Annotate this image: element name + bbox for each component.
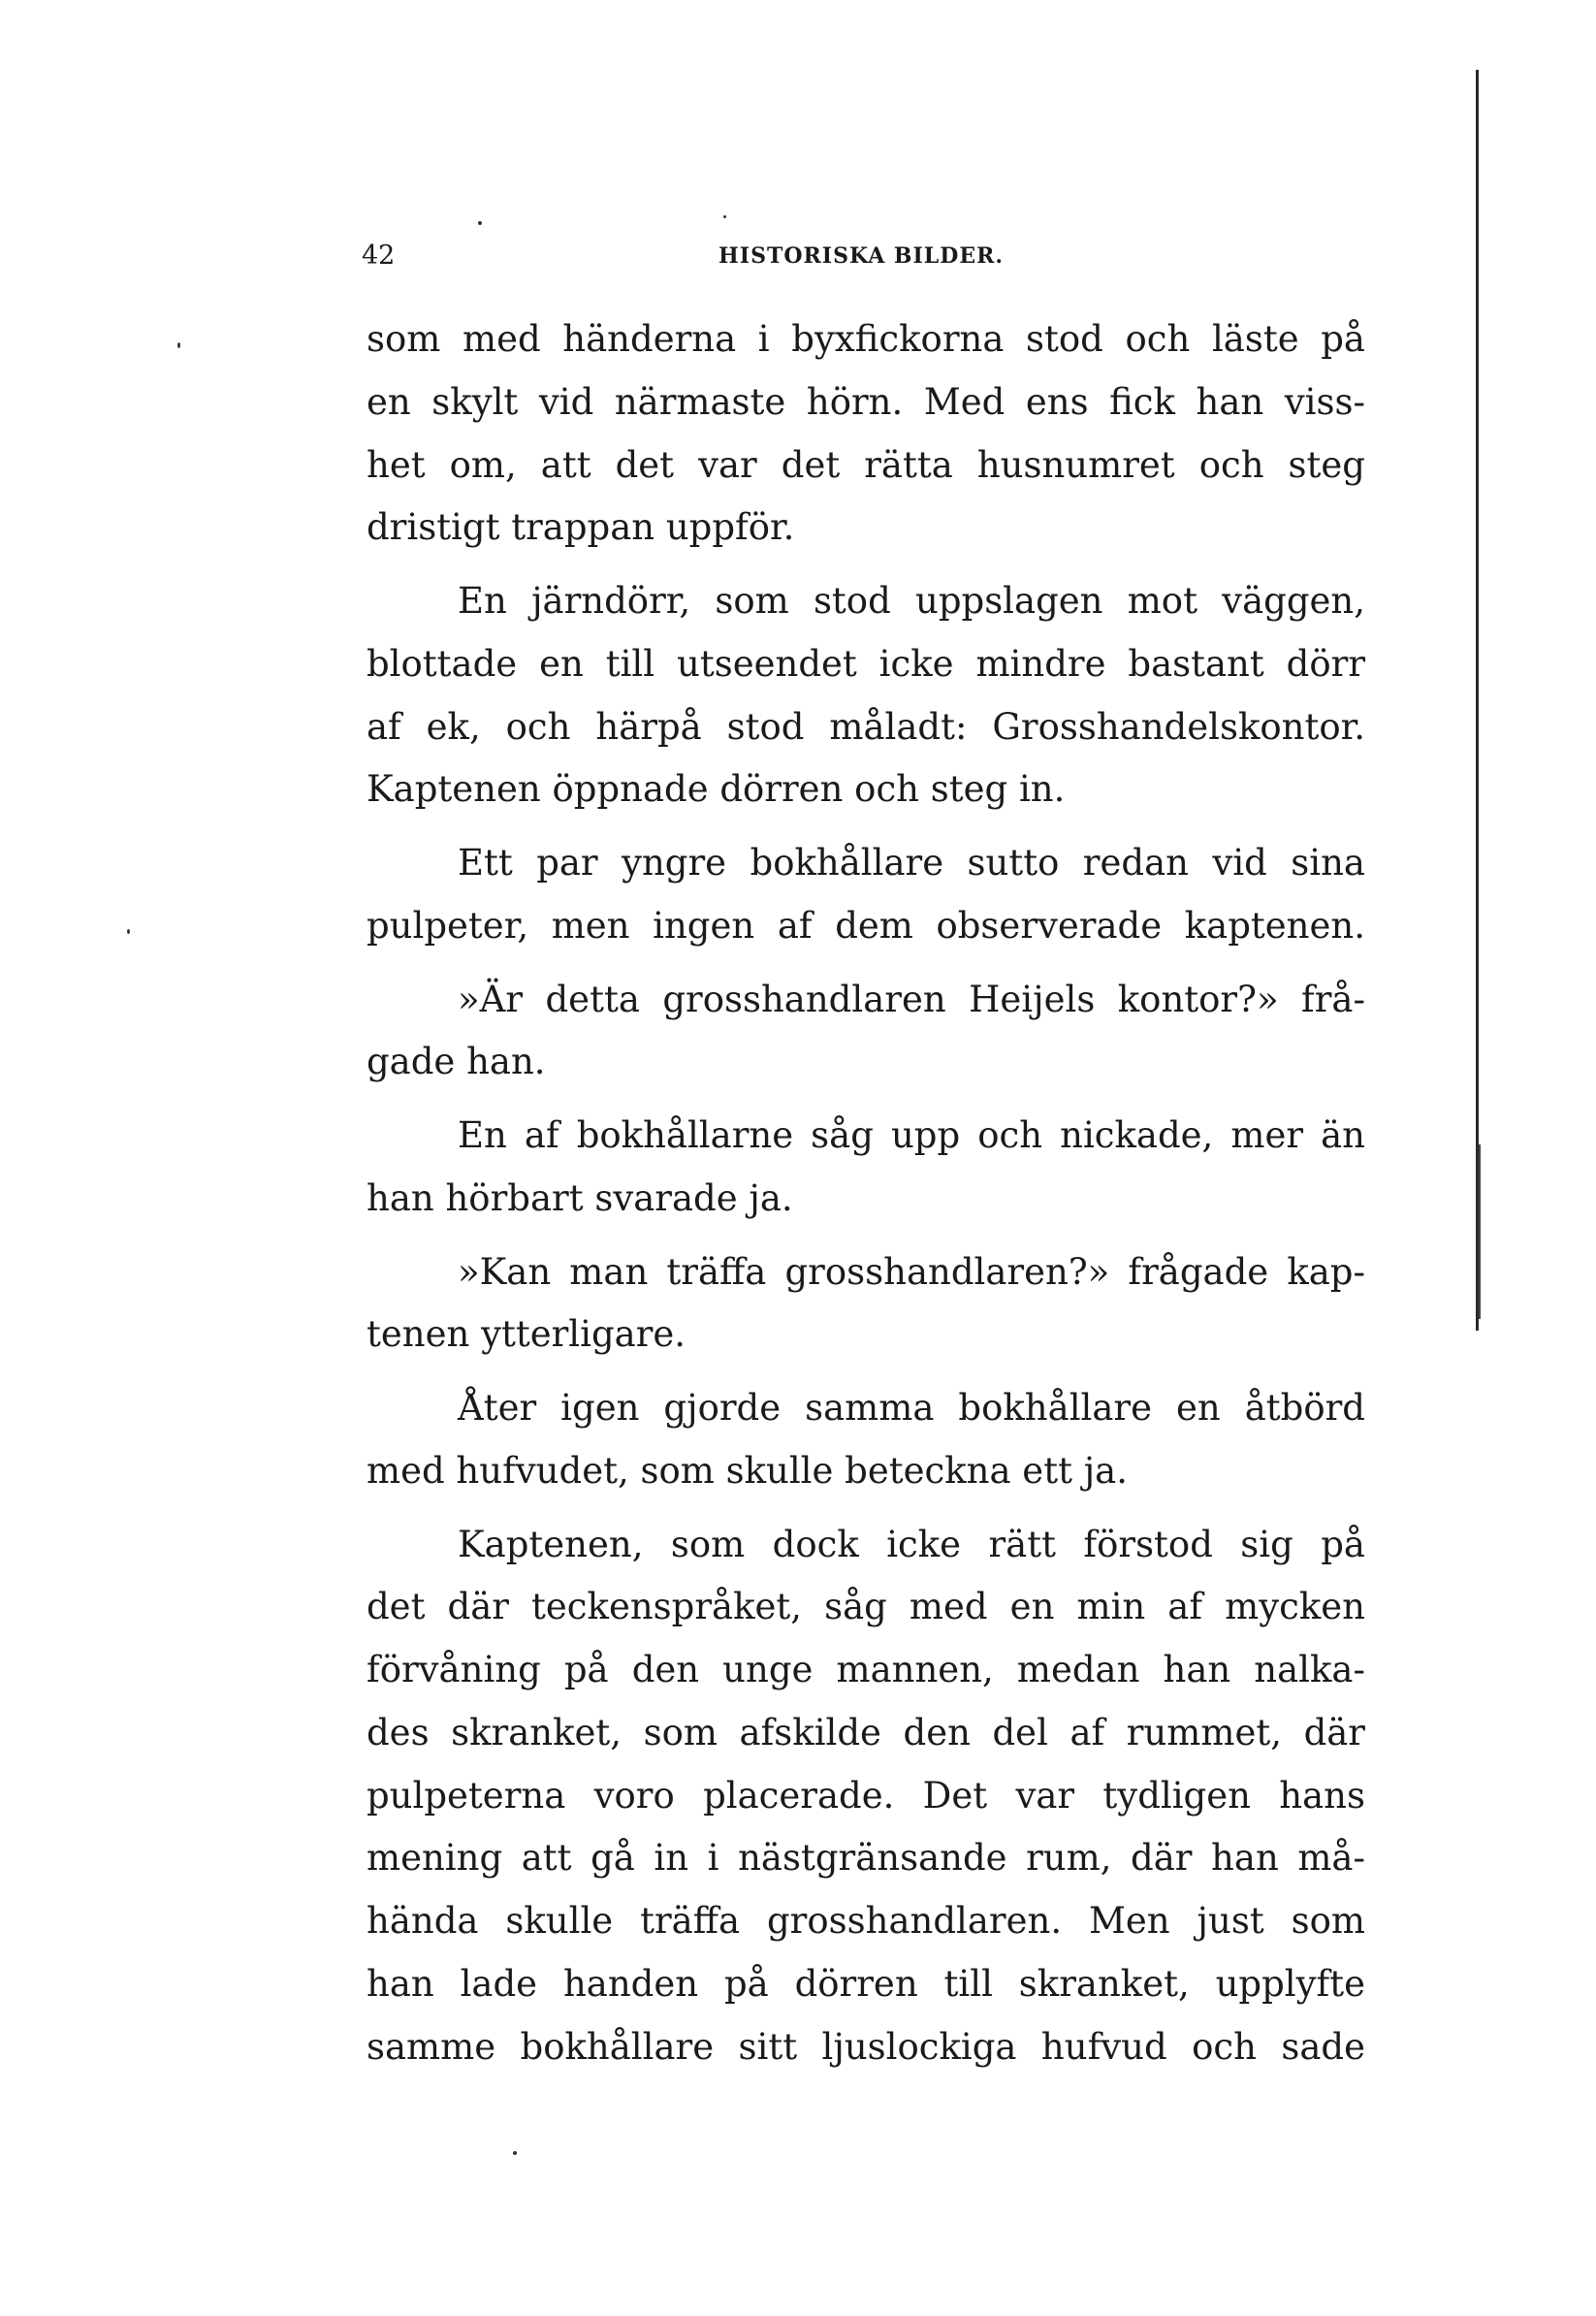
text-line: mening att gå in i nästgränsande rum, där han må-	[367, 1837, 1365, 1880]
text-line: En järndörr, som stod uppslagen mot väggen,	[458, 580, 1365, 622]
paragraph-2	[367, 570, 1365, 821]
scan-speck	[177, 342, 180, 348]
text-line: som med händerna i byxfickorna stod och läste på	[367, 318, 1365, 360]
scan-edge-line	[1476, 70, 1479, 1331]
scan-speck	[723, 215, 726, 218]
text-line: En af bokhållarne såg upp och nickade, mer än	[458, 1114, 1365, 1156]
page-number: 42	[362, 241, 396, 271]
text-line: blottade en till utseendet icke mindre bastant dörr	[367, 642, 1365, 685]
paragraph-4	[367, 969, 1365, 1095]
scan-speck	[513, 2151, 517, 2155]
text-line: des skranket, som afskilde den del af rummet, där	[367, 1711, 1365, 1753]
text-line: Åter igen gjorde samma bokhållare en åtbörd	[458, 1387, 1365, 1429]
scan-edge-line-lower	[1479, 1144, 1481, 1319]
text-line: en skylt vid närmaste hörn. Med ens fick han viss-	[367, 380, 1365, 423]
paragraph-3	[367, 832, 1365, 958]
running-head: HISTORISKA BILDER.	[718, 243, 1005, 269]
text-line: hända skulle träffa grosshandlaren. Men just som	[367, 1900, 1365, 1942]
text-line: Ett par yngre bokhållare sutto redan vid sina	[458, 842, 1365, 884]
text-line: »Är detta grosshandlaren Heijels kontor?» frå-	[458, 978, 1365, 1020]
text-line: samme bokhållare sitt ljuslockiga hufvud och sade	[367, 2025, 1365, 2068]
text-line: förvåning på den unge mannen, medan han nalka-	[367, 1649, 1365, 1690]
paragraph-7	[367, 1377, 1365, 1503]
paragraph-1	[367, 308, 1365, 560]
scan-speck	[478, 221, 482, 225]
text-line: tenen ytterligare.	[367, 1313, 686, 1356]
text-line: het om, att det var det rätta husnumret och steg	[367, 443, 1365, 486]
paragraph-8	[367, 1514, 1365, 2079]
text-line: han lade handen på dörren till skranket, upplyfte	[367, 1962, 1365, 2005]
text-line: han hörbart svarade ja.	[367, 1176, 793, 1219]
scan-speck	[127, 929, 130, 934]
paragraph-6	[367, 1241, 1365, 1367]
text-line: med hufvudet, som skulle beteckna ett ja.	[367, 1449, 1128, 1492]
text-line: dristigt trappan uppför.	[367, 506, 795, 549]
text-line: Kaptenen, som dock icke rätt förstod sig på	[458, 1523, 1365, 1565]
text-line: pulpeter, men ingen af dem observerade kaptenen.	[367, 904, 1365, 947]
text-line: af ek, och härpå stod måladt: Grosshandelskontor.	[367, 705, 1365, 748]
text-line: »Kan man träffa grosshandlaren?» frågade kap-	[458, 1250, 1365, 1293]
paragraph-5	[367, 1105, 1365, 1231]
page-header	[362, 237, 1370, 275]
text-line: pulpeterna voro placerade. Det var tydligen hans	[367, 1774, 1365, 1817]
text-line: Kaptenen öppnade dörren och steg in.	[367, 768, 1066, 811]
body-text	[367, 308, 1365, 2078]
text-line: gade han.	[367, 1041, 546, 1083]
text-line: det där teckenspråket, såg med en min af mycken	[367, 1586, 1365, 1628]
